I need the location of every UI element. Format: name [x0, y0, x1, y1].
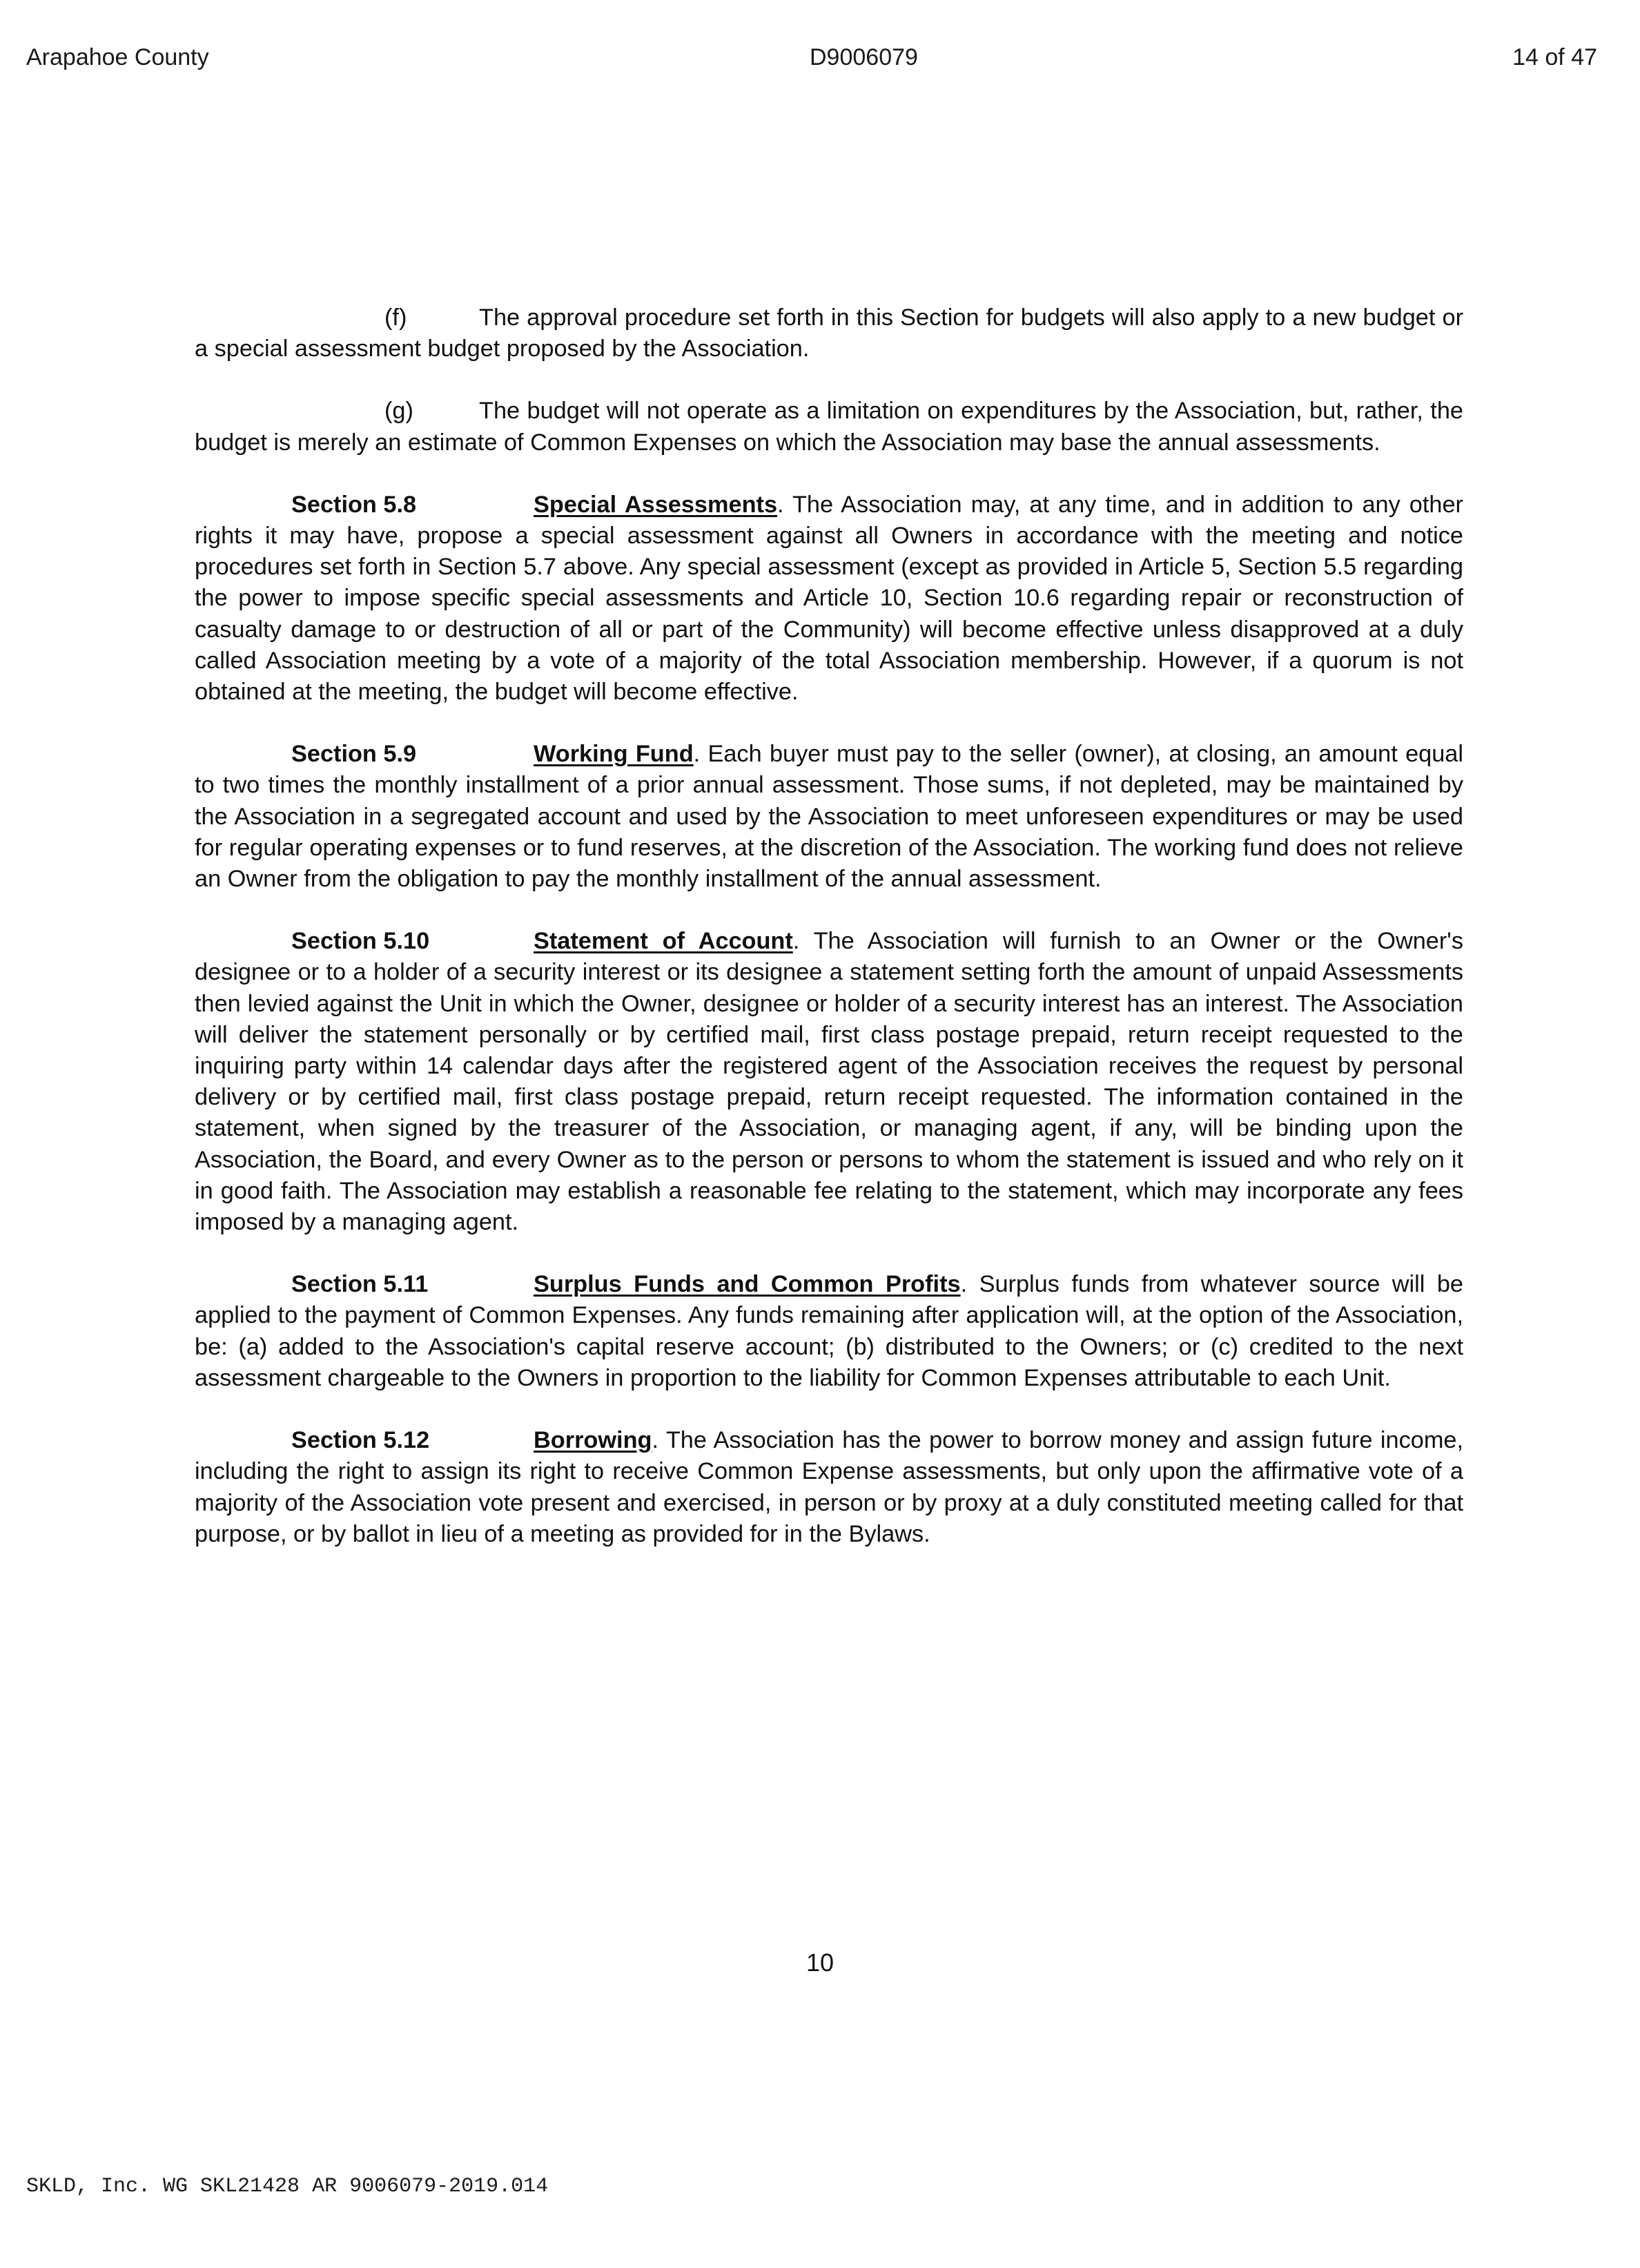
header-county: Arapahoe County	[26, 44, 209, 70]
section-5-10: Section 5.10 Statement of Account. The Association will furnish to an Owner or the Owner's designee or to a holder of a security interest or its designee a statement setting forth the amount of unpaid Assessments then levied against the Unit in which the Owner, designee or holder of a security interest has an interest. The Association will deliver the statement personally or by certified mail, first class postage prepaid, return receipt requested to the inquiring party within 14 calendar days after the registered agent of the Association receives the request by personal delivery or by certified mail, first class postage prepaid, return receipt requested. The information contained in the statement, when signed by the treasurer of the Association, or managing agent, if any, will be binding upon the Association, the Board, and every Owner as to the person or persons to whom the statement is issued and who rely on it in good faith. The Association may establish a reasonable fee relating to the statement, which may incorporate any fees imposed by a managing agent.	[195, 926, 1463, 1238]
section-5-12-text: The Association has the power to borrow money and assign future income, including the right to assign its right to receive Common Expense assessments, but only upon the affirmative vote of a majority of the Association vote present and exercised, in person or by proxy at a duly constituted meeting called for that purpose, or by ballot in lieu of a meeting as provided for in the Bylaws.	[195, 1427, 1463, 1547]
section-5-11-number: Section 5.11	[291, 1271, 429, 1298]
section-5-9-text: Each buyer must pay to the seller (owner), at closing, an amount equal to two times the monthly installment of a prior annual assessment. Those sums, if not depleted, may be maintained by the Association in a segregated account and used by the Association to meet unforeseen expenditures or may be used for regular operating expenses or to fund reserves, at the discretion of the Association. The working fund does not relieve an Owner from the obligation to pay the monthly installment of the annual assessment.	[195, 741, 1463, 893]
header-document-id: D9006079	[810, 44, 918, 70]
paragraph-g-text: The budget will not operate as a limitation on expenditures by the Association, but, rather, the budget is merely an estimate of Common Expenses on which the Association may base the annual assessments.	[195, 398, 1463, 456]
document-body	[195, 302, 1463, 1581]
section-5-8: Section 5.8 Special Assessments. The Association may, at any time, and in addition to any other rights it may have, propose a special assessment against all Owners in accordance with the meeting and notice procedures set forth in Section 5.7 above. Any special assessment (except as provided in Article 5, Section 5.5 regarding the power to impose specific special assessments and Article 10, Section 10.6 regarding repair or reconstruction of casualty damage to or destruction of all or part of the Community) will become effective unless disapproved at a duly called Association meeting by a vote of a majority of the total Association membership. However, if a quorum is not obtained at the meeting, the budget will become effective.	[195, 490, 1463, 708]
footer-recording-stamp: SKLD, Inc. WG SKL21428 AR 9006079-2019.014	[26, 2175, 549, 2198]
section-5-12-number: Section 5.12	[291, 1427, 430, 1454]
section-5-10-number: Section 5.10	[291, 928, 430, 955]
section-5-10-text: The Association will furnish to an Owner or the Owner's designee or to a holder of a security interest or its designee a statement setting forth the amount of unpaid Assessments then levied against the Unit in which the Owner, designee or holder of a security interest has an interest. The Association will deliver the statement personally or by certified mail, first class postage prepaid, return receipt requested to the inquiring party within 14 calendar days after the registered agent of the Association receives the request by personal delivery or by certified mail, first class postage prepaid, return receipt requested. The information contained in the statement, when signed by the treasurer of the Association, or managing agent, if any, will be binding upon the Association, the Board, and every Owner as to the person or persons to whom the statement is issued and who rely on it in good faith. The Association may establish a reasonable fee relating to the statement, which may incorporate any fees imposed by a managing agent.	[195, 928, 1463, 1236]
section-5-8-text: The Association may, at any time, and in addition to any other rights it may have, propose a special assessment against all Owners in accordance with the meeting and notice procedures set forth in Section 5.7 above. Any special assessment (except as provided in Article 5, Section 5.5 regarding the power to impose specific special assessments and Article 10, Section 10.6 regarding repair or reconstruction of casualty damage to or destruction of all or part of the Community) will become effective unless disapproved at a duly called Association meeting by a vote of a majority of the total Association membership. However, if a quorum is not obtained at the meeting, the budget will become effective.	[195, 491, 1463, 706]
paragraph-f-label: (f)	[384, 304, 407, 331]
section-5-11-text: Surplus funds from whatever source will be applied to the payment of Common Expenses. Any funds remaining after application will, at the option of the Association, be: (a) added to the Association's capital reserve account; (b) distributed to the Owners; or (c) credited to the next assessment chargeable to the Owners in proportion to the liability for Common Expenses attributable to each Unit.	[195, 1271, 1464, 1391]
paragraph-g	[195, 396, 1463, 458]
header-page-of: 14 of 47	[1512, 44, 1597, 70]
section-5-10-title: Statement of Account	[534, 928, 793, 955]
paragraph-f	[195, 302, 1463, 365]
section-5-11: Section 5.11 Surplus Funds and Common Profits. Surplus funds from whatever source will be applied to the payment of Common Expenses. Any funds remaining after application will, at the option of the Association, be: (a) added to the Association's capital reserve account; (b) distributed to the Owners; or (c) credited to the next assessment chargeable to the Owners in proportion to the liability for Common Expenses attributable to each Unit.	[195, 1269, 1463, 1394]
paragraph-g-label: (g)	[384, 398, 413, 425]
section-5-12: Section 5.12 Borrowing. The Association has the power to borrow money and assign future income, including the right to assign its right to receive Common Expense assessments, but only upon the affirmative vote of a majority of the Association vote present and exercised, in person or by proxy at a duly constituted meeting called for that purpose, or by ballot in lieu of a meeting as provided for in the Bylaws.	[195, 1425, 1463, 1550]
section-5-11-title: Surplus Funds and Common Profits	[534, 1271, 961, 1298]
section-5-8-number: Section 5.8	[291, 491, 417, 518]
section-5-12-title: Borrowing	[534, 1427, 652, 1454]
section-5-9-number: Section 5.9	[291, 741, 417, 768]
section-5-9: Section 5.9 Working Fund. Each buyer must pay to the seller (owner), at closing, an amount equal to two times the monthly installment of a prior annual assessment. Those sums, if not depleted, may be maintained by the Association in a segregated account and used by the Association to meet unforeseen expenditures or may be used for regular operating expenses or to fund reserves, at the discretion of the Association. The working fund does not relieve an Owner from the obligation to pay the monthly installment of the annual assessment.	[195, 739, 1463, 895]
section-5-9-title: Working Fund	[534, 741, 694, 768]
section-5-8-title: Special Assessments	[534, 491, 778, 518]
paragraph-f-text: The approval procedure set forth in this Section for budgets will also apply to a new budget or a special assessment budget proposed by the Association.	[195, 304, 1463, 362]
page-number: 10	[806, 1948, 834, 1977]
